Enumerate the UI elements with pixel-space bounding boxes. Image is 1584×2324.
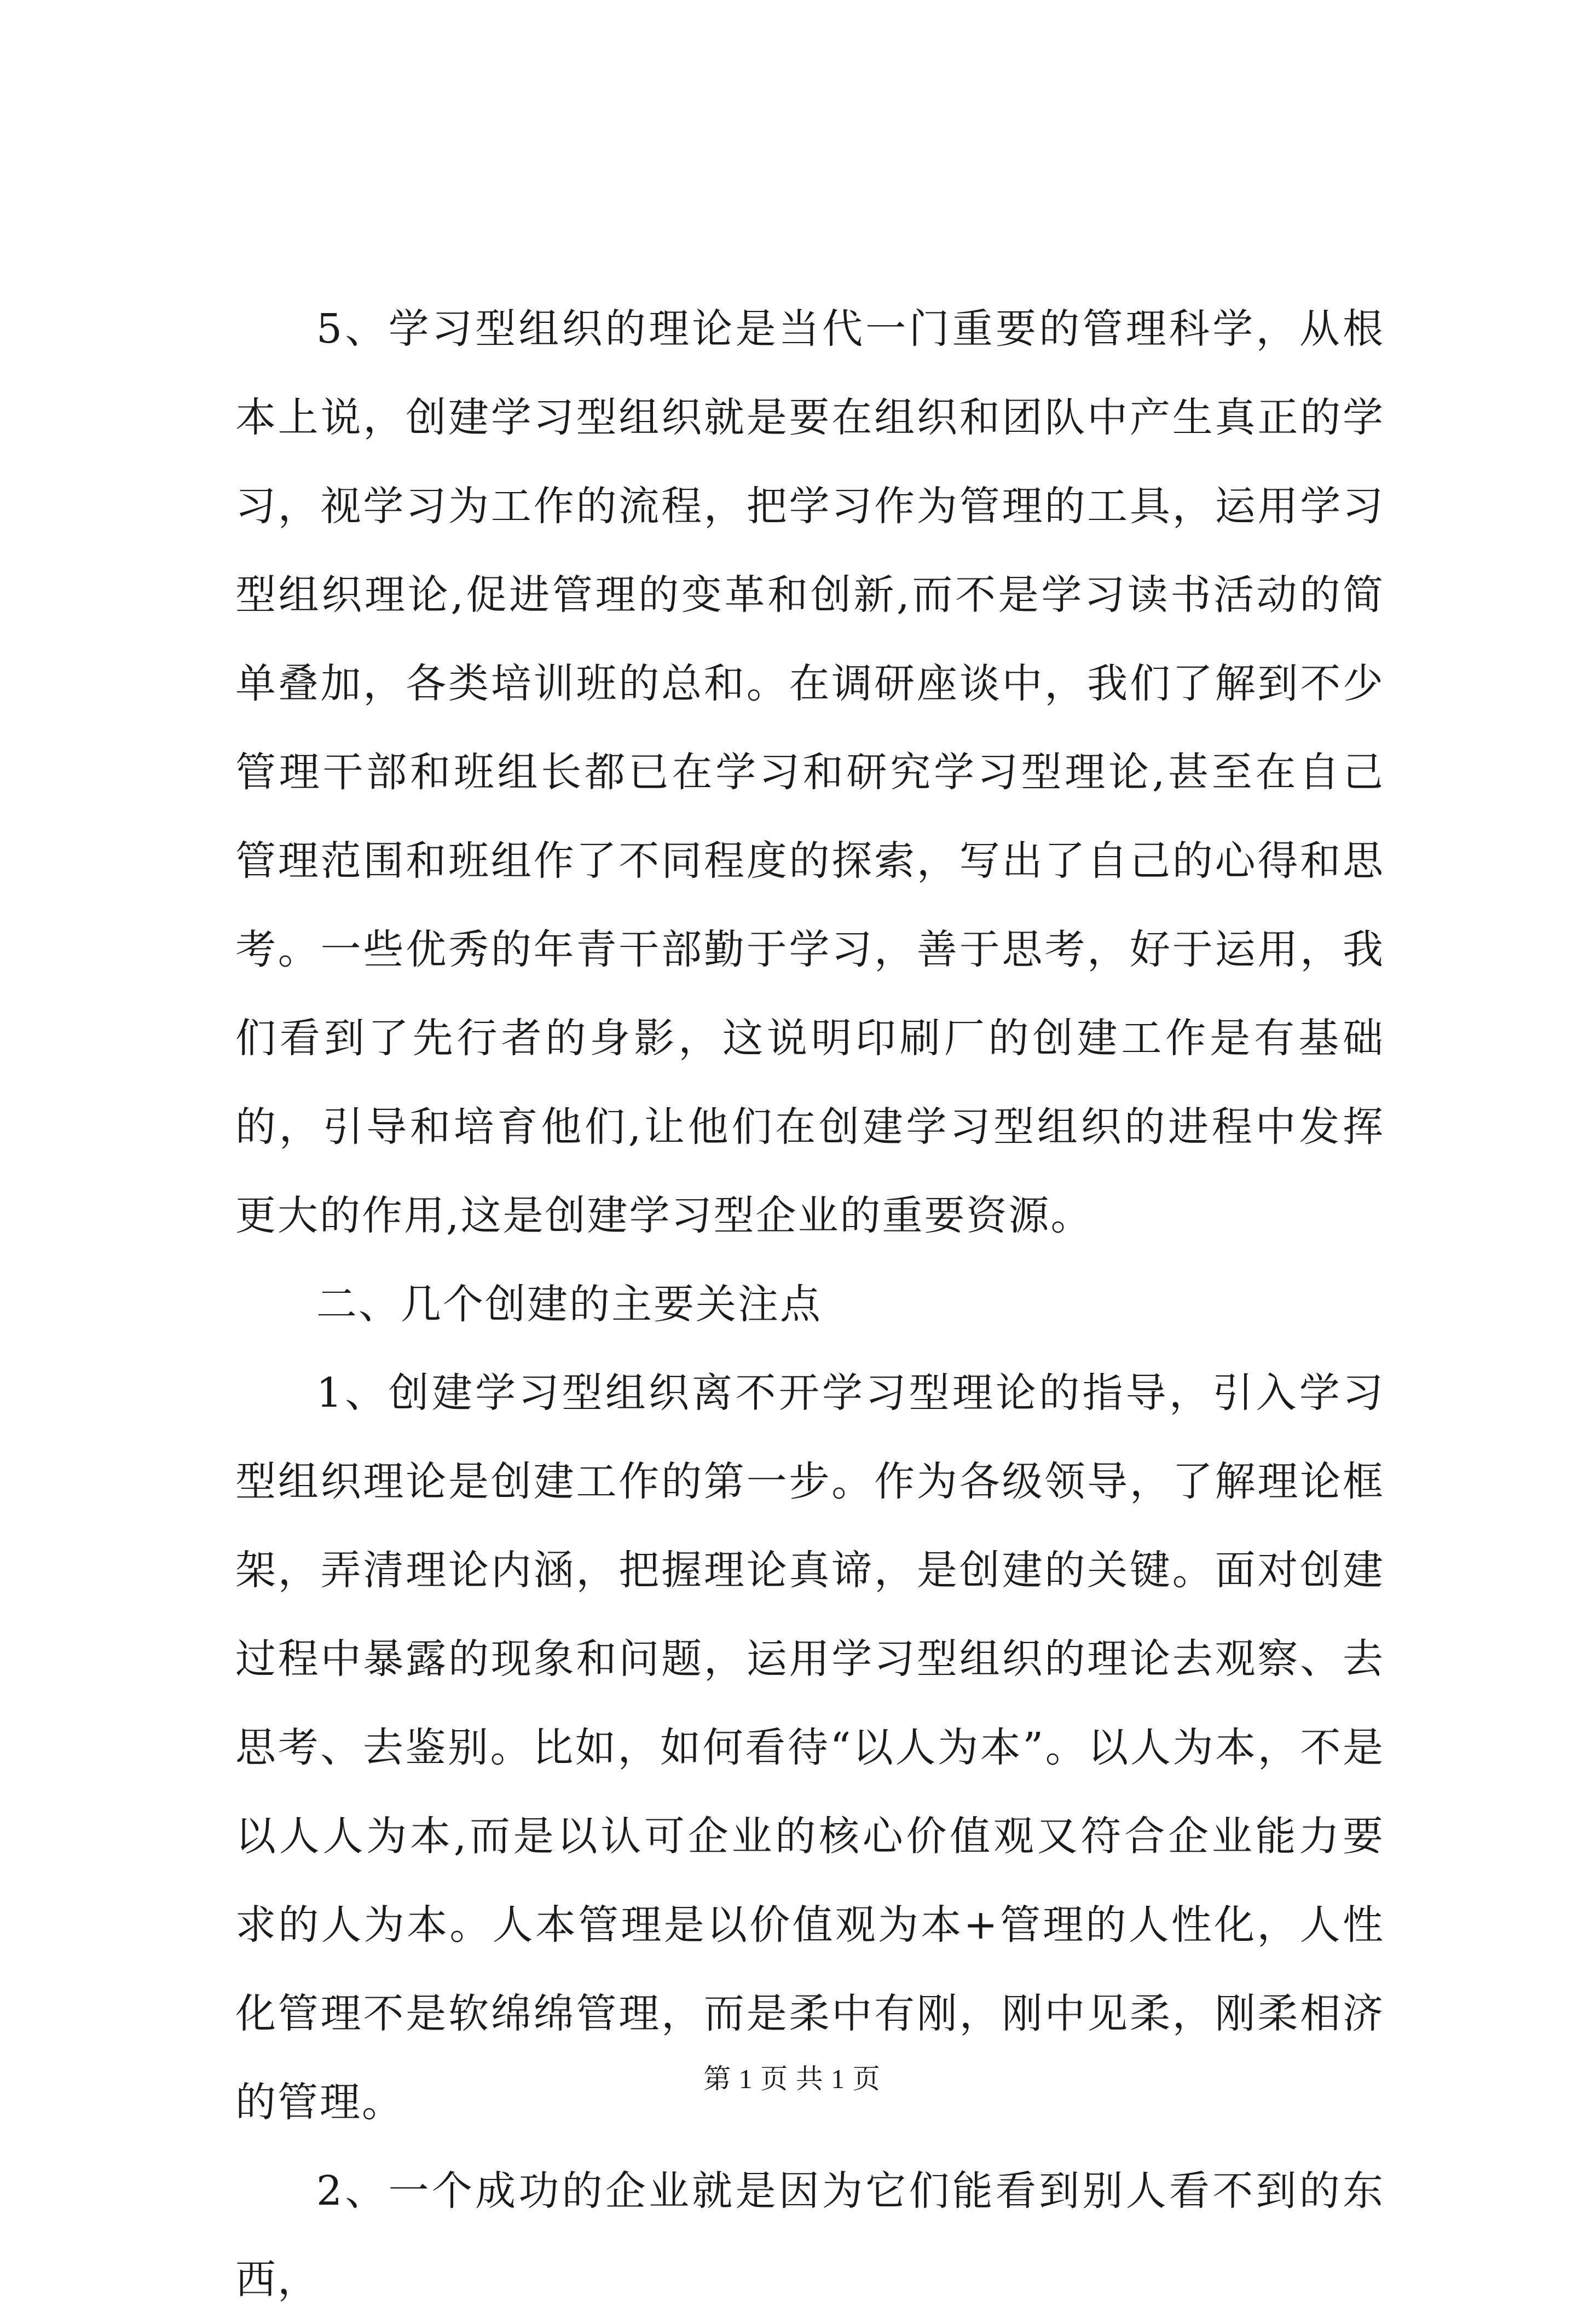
page-number-footer: 第 1 页 共 1 页 [703, 2063, 881, 2094]
paragraph-1-theory-guidance: 1、创建学习型组织离不开学习型理论的指导，引入学习型组织理论是创建工作的第一步。作为各级领导，了解理论框架，弄清理论内涵，把握理论真谛，是创建的关键。面对创建过程中暴露的现象和问题，运用学习型组织的理论去观察、去思考、去鉴别。比如，如何看待“以人为本”。以人为本，不是以人人为本,而是以认可企业的核心价值观又符合企业能力要求的人为本。人本管理是以价值观为本+管理的人性化，人性化管理不是软绵绵管理，而是柔中有刚，刚中见柔，刚柔相济的管理。 [235, 1369, 1385, 2126]
paragraph-2-successful-enterprise: 2、一个成功的企业就是因为它们能看到别人看不到的东西， [235, 2167, 1385, 2303]
paragraph-5-learning-theory: 5、学习型组织的理论是当代一门重要的管理科学，从根本上说，创建学习型组织就是要在组织和团队中产生真正的学习，视学习为工作的流程，把学习作为管理的工具，运用学习型组织理论,促进管理的变革和创新,而不是学习读书活动的简单叠加，各类培训班的总和。在调研座谈中，我们了解到不少管理干部和班组长都已在学习和研究学习型理论,甚至在自己管理范围和班组作了不同程度的探索，写出了自己的心得和思考。一些优秀的年青干部勤于学习，善于思考，好于运用，我们看到了先行者的身影，这说明印刷厂的创建工作是有基础的，引导和培育他们,让他们在创建学习型组织的进程中发挥更大的作用,这是创建学习型企业的重要资源。 [235, 305, 1385, 1239]
document-body [235, 285, 1385, 2324]
section-heading-focus-points: 二、几个创建的主要关注点 [316, 1281, 822, 1328]
